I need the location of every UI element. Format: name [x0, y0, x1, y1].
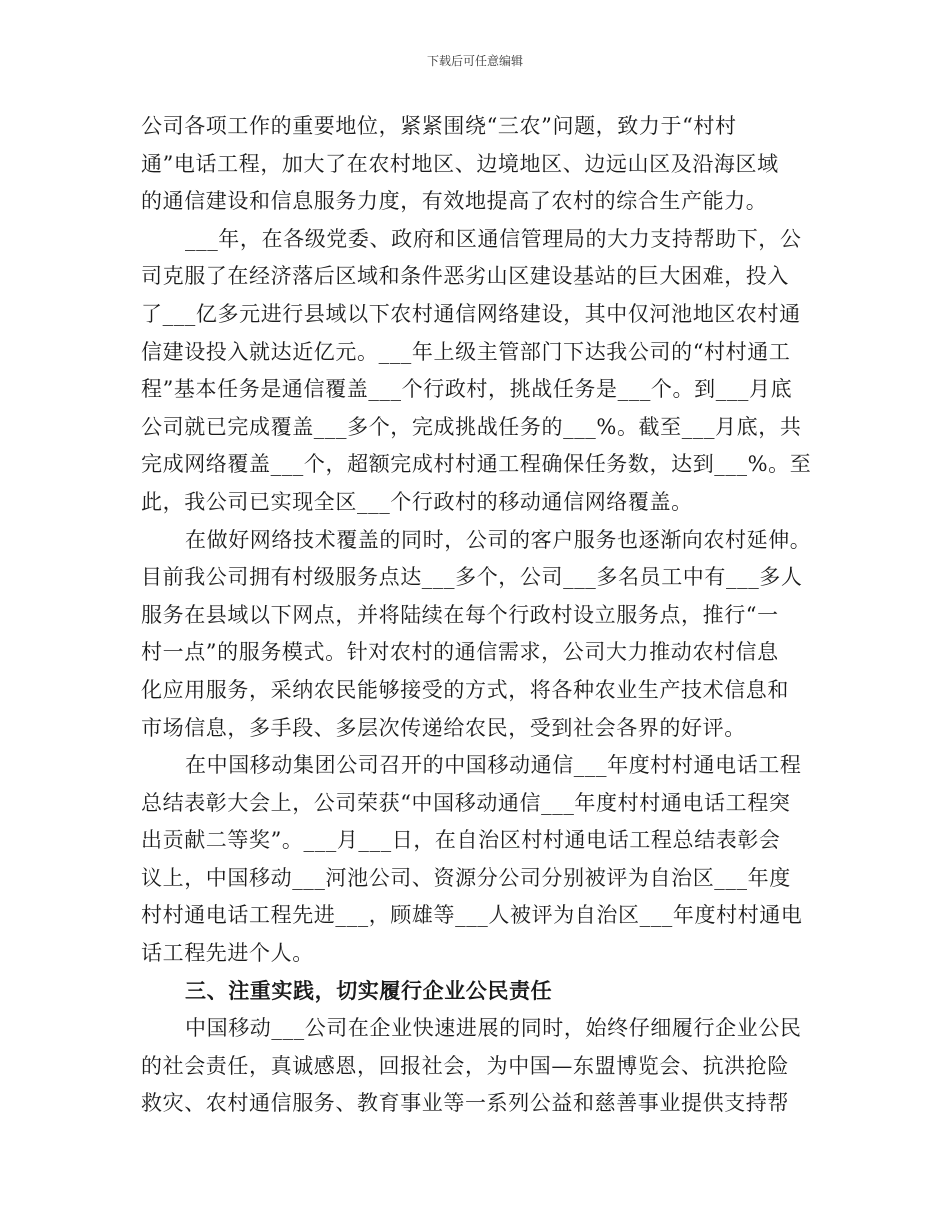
text-line: 司克服了在经济落后区域和条件恶劣山区建设基站的巨大困难，投入	[141, 264, 789, 289]
text-line: 程”基本任务是通信覆盖___个行政村，挑战任务是___个。到___月底	[141, 377, 793, 402]
text-line: 出贡献二等奖”。___月___日，在自治区村村通电话工程总结表彰会	[141, 828, 781, 853]
text-line: 议上，中国移动___河池公司、资源分公司分别被评为自治区___年度	[141, 865, 791, 890]
text-line: 公司各项工作的重要地位，紧紧围绕“三农”问题，致力于“村村	[141, 114, 737, 138]
text-line: 完成网络覆盖___个，超额完成村村通工程确保任务数，达到___%。至	[141, 452, 812, 477]
text-line: 化应用服务，采纳农民能够接受的方式，将各种农业生产技术信息和	[141, 677, 789, 702]
text-line: 村一点”的服务模式。针对农村的通信需求，公司大力推动农村信息	[141, 640, 779, 665]
text-line: 在做好网络技术覆盖的同时，公司的客户服务也逐渐向农村延伸。	[185, 527, 812, 552]
text-line: 目前我公司拥有村级服务点达___多个，公司___多名员工中有___多人	[141, 565, 803, 590]
text-line: 此，我公司已实现全区___个行政村的移动通信网络覆盖。	[141, 489, 693, 514]
text-line: ___年，在各级党委、政府和区通信管理局的大力支持帮助下，公	[185, 226, 802, 251]
text-line: 村村通电话工程先进___，顾雄等___人被评为自治区___年度村村通电	[141, 903, 803, 928]
text-line: 市场信息，多手段、多层次传递给农民，受到社会各界的好评。	[141, 715, 746, 740]
text-line: 公司就已完成覆盖___多个，完成挑战任务的___%。截至___月底，共	[141, 414, 802, 439]
text-line: 信建设投入就达近亿元。___年上级主管部门下达我公司的“村村通工	[141, 339, 791, 364]
text-line: 总结表彰大会上，公司荣获“中国移动通信___年度村村通电话工程突	[141, 790, 791, 815]
text-line: 通”电话工程，加大了在农村地区、边境地区、边远山区及沿海区域	[141, 151, 779, 176]
text-line: 中国移动___公司在企业快速进展的同时，始终仔细履行企业公民	[185, 1016, 802, 1041]
text-line: 的通信建设和信息服务力度，有效地提高了农村的综合生产能力。	[141, 189, 768, 214]
text-line: 救灾、农村通信服务、教育事业等一系列公益和慈善事业提供支持帮	[141, 1091, 789, 1116]
text-line: 话工程先进个人。	[141, 941, 314, 966]
text-line: 了___亿多元进行县域以下农村通信网络建设，其中仅河池地区农村通	[141, 301, 801, 326]
text-line: 服务在县域以下网点，并将陆续在每个行政村设立服务点，推行“一	[141, 602, 779, 627]
section-heading: 三、注重实践，切实履行企业公民责任	[185, 978, 553, 1003]
page-header: 下载后可任意编辑	[426, 54, 523, 68]
text-line: 的社会责任，真诚感恩，回报社会，为中国—东盟博览会、抗洪抢险	[141, 1053, 789, 1078]
document-body	[141, 108, 813, 1123]
text-line: 在中国移动集团公司召开的中国移动通信___年度村村通电话工程	[185, 753, 802, 778]
